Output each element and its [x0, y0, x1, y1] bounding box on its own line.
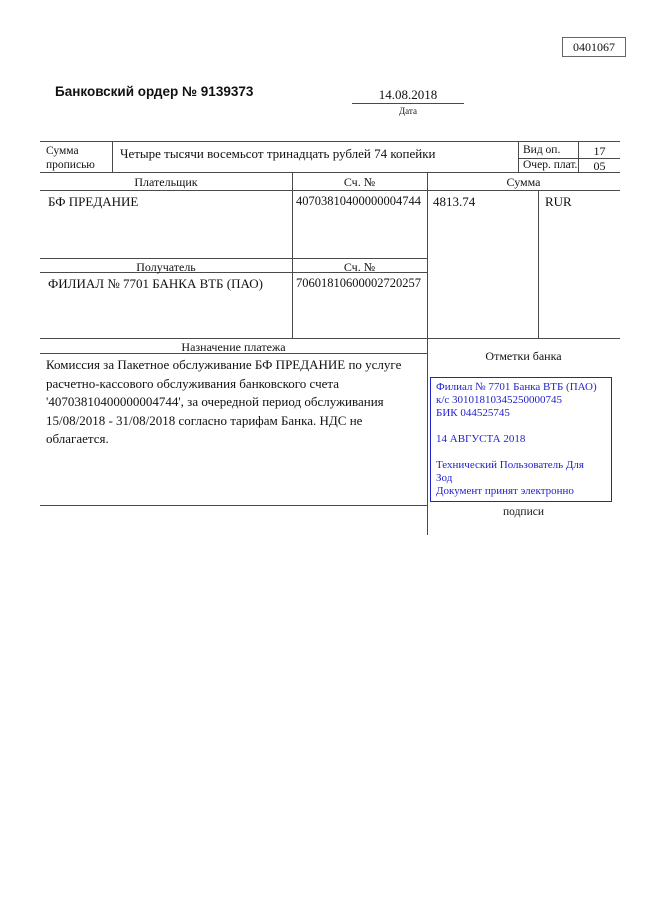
payee-account-header: Сч. №: [343, 260, 376, 274]
currency-code: RUR: [545, 194, 572, 209]
amount-words-label: Сумма прописью: [46, 145, 95, 171]
payer-name: БФ ПРЕДАНИЕ: [48, 194, 139, 209]
op-type-value: 17: [593, 144, 606, 158]
op-type-label: Вид оп.: [523, 144, 561, 156]
purpose-header: Назначение платежа: [181, 340, 286, 354]
stamp-line-date: 14 АВГУСТА 2018: [436, 433, 526, 445]
form-code: 0401067: [573, 40, 615, 54]
priority-value: 05: [593, 159, 606, 173]
payer-header: Плательщик: [134, 175, 198, 189]
grid-line-top: [40, 141, 620, 142]
stamp-line-bik: БИК 044525745: [436, 407, 510, 419]
payee-name: ФИЛИАЛ № 7701 БАНКА ВТБ (ПАО): [48, 276, 263, 291]
bank-marks-header: Отметки банка: [485, 349, 562, 363]
amount-words: Четыре тысячи восемьсот тринадцать рублей 74 копейки: [120, 146, 436, 161]
stamp-line-blank-1: [436, 420, 606, 433]
form-code-box: [562, 37, 626, 57]
stamp-line-corr-account: к/с 30101810345250000745: [436, 394, 563, 406]
grid-line-optype-left: [518, 141, 519, 172]
priority-label: Очер. плат.: [523, 159, 578, 171]
payee-header: Получатель: [136, 260, 196, 274]
stamp-line-blank-2: [436, 446, 606, 459]
grid-line-row1-bottom: [40, 172, 620, 173]
page-title: Банковский ордер № 9139373: [55, 84, 254, 99]
amount-header: Сумма: [506, 175, 541, 189]
stamp-line-bank-name: Филиал № 7701 Банка ВТБ (ПАО): [436, 381, 597, 393]
stamp-line-accepted: Документ принят электронно: [436, 485, 574, 497]
purpose-text: Комиссия за Пакетное обслуживание БФ ПРЕДАНИЕ по услуге расчетно-кассового обслуживания банковского счета '40703810400000004744', за очередной период обслуживания 15/08/2018 - 31/08/2018 согласно тарифам Банка. НДС не облагается.: [46, 357, 402, 446]
stamp-line-operator-2: Зод: [436, 472, 453, 484]
grid-line-payee-header-top: [40, 258, 427, 259]
payer-account: 40703810400000004744: [296, 194, 421, 208]
date-label: Дата: [399, 106, 417, 116]
grid-line-col1: [292, 172, 293, 338]
grid-line-currency-divider: [538, 190, 539, 338]
stamp-line-operator-1: Технический Пользователь Для: [436, 459, 584, 471]
bank-stamp: [430, 377, 612, 502]
date-value: 14.08.2018: [378, 87, 438, 102]
payee-account: 70601810600002720257: [296, 276, 421, 290]
grid-line-amount-label-divider: [112, 141, 113, 172]
grid-line-payer-header-bottom: [40, 190, 620, 191]
signatures-label: подписи: [503, 506, 544, 518]
payer-account-header: Сч. №: [343, 175, 376, 189]
date-underline: [352, 103, 464, 104]
amount-value: 4813.74: [433, 194, 476, 209]
grid-line-purpose-bottom: [40, 505, 427, 506]
grid-line-purpose-top: [40, 338, 620, 339]
